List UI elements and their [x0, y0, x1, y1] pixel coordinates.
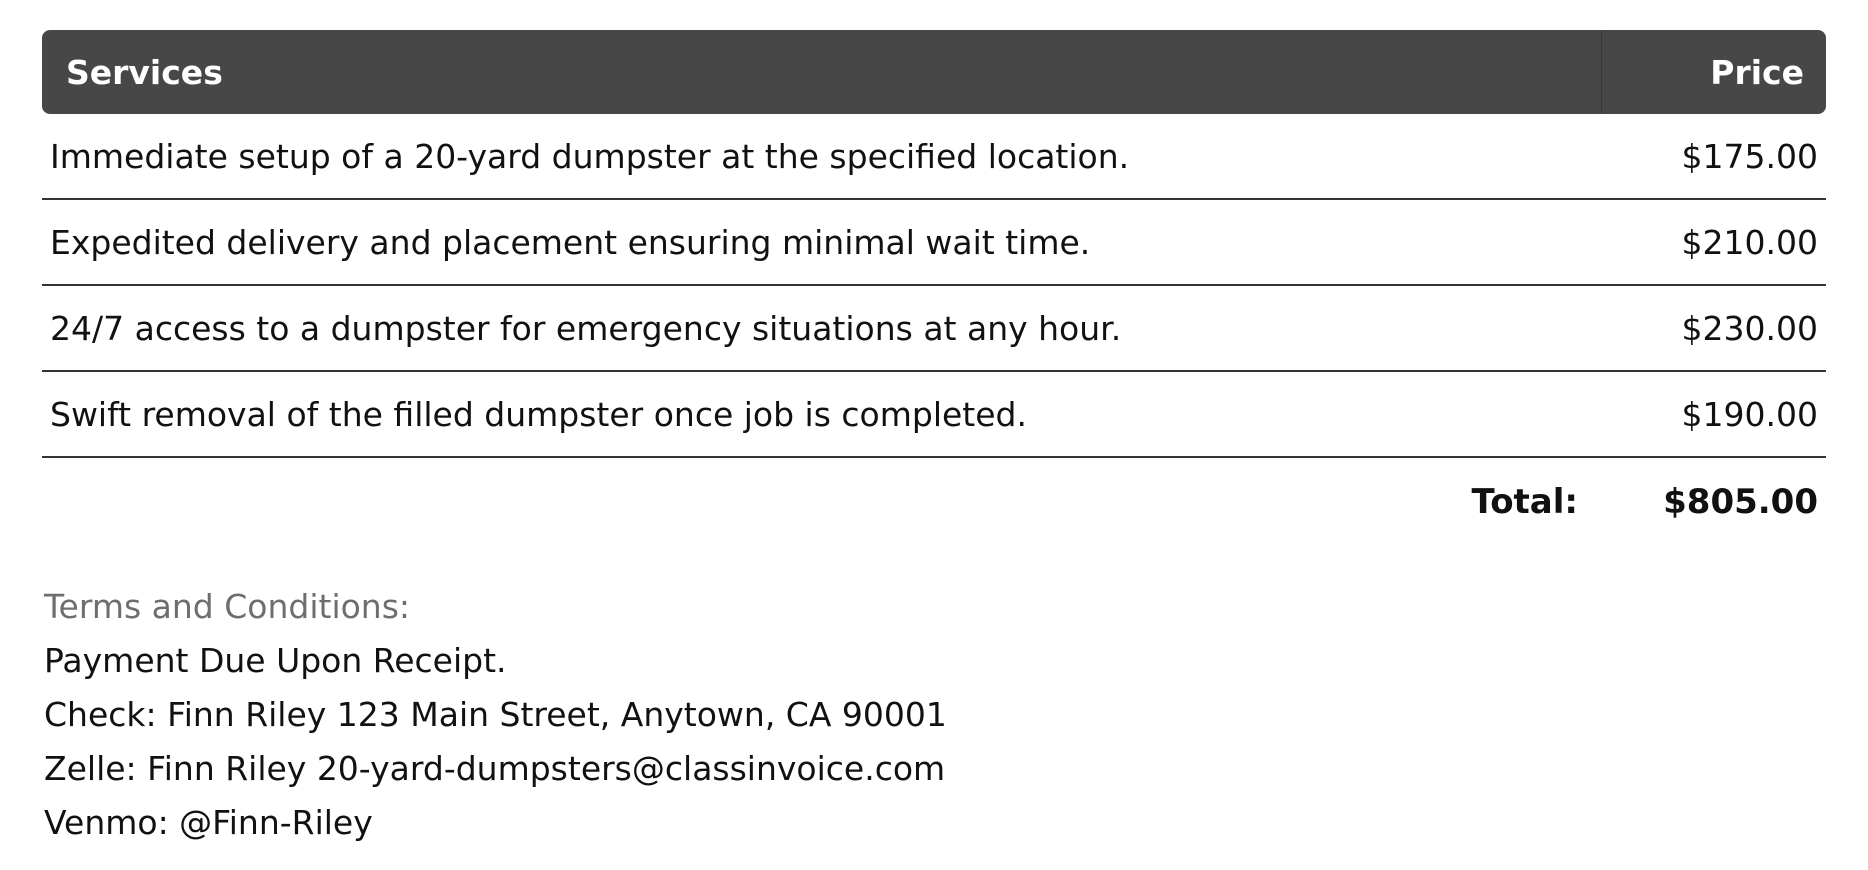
service-price: $210.00: [1602, 200, 1826, 286]
table-row: [42, 200, 1826, 286]
service-description: Swift removal of the filled dumpster once job is completed.: [42, 372, 1602, 458]
service-description: Immediate setup of a 20-yard dumpster at the specified location.: [42, 114, 1602, 200]
table-row: [42, 372, 1826, 458]
service-price: $230.00: [1602, 286, 1826, 372]
table-footer: [42, 458, 1826, 546]
table-body: [42, 114, 1826, 458]
total-row: [42, 458, 1826, 546]
table-header: [42, 30, 1826, 114]
total-value: $805.00: [1663, 482, 1818, 522]
table-row: [42, 114, 1826, 200]
payment-due-line: Payment Due Upon Receipt.: [44, 641, 507, 680]
service-description: 24/7 access to a dumpster for emergency situations at any hour.: [42, 286, 1602, 372]
services-table: [42, 30, 1826, 546]
table-row: [42, 286, 1826, 372]
service-price: $175.00: [1602, 114, 1826, 200]
services-column-header: Services: [42, 30, 1602, 114]
venmo-payment-line: Venmo: @Finn-Riley: [44, 803, 373, 842]
terms-heading: Terms and Conditions:: [44, 587, 411, 626]
terms-section: [44, 580, 947, 850]
zelle-payment-line: Zelle: Finn Riley 20-yard-dumpsters@classinvoice.com: [44, 749, 946, 788]
invoice: [42, 30, 1826, 546]
service-price: $190.00: [1602, 372, 1826, 458]
total-label: Total:: [1471, 482, 1578, 522]
check-payment-line: Check: Finn Riley 123 Main Street, Anytown, CA 90001: [44, 695, 947, 734]
service-description: Expedited delivery and placement ensuring minimal wait time.: [42, 200, 1602, 286]
price-column-header: Price: [1602, 30, 1826, 114]
